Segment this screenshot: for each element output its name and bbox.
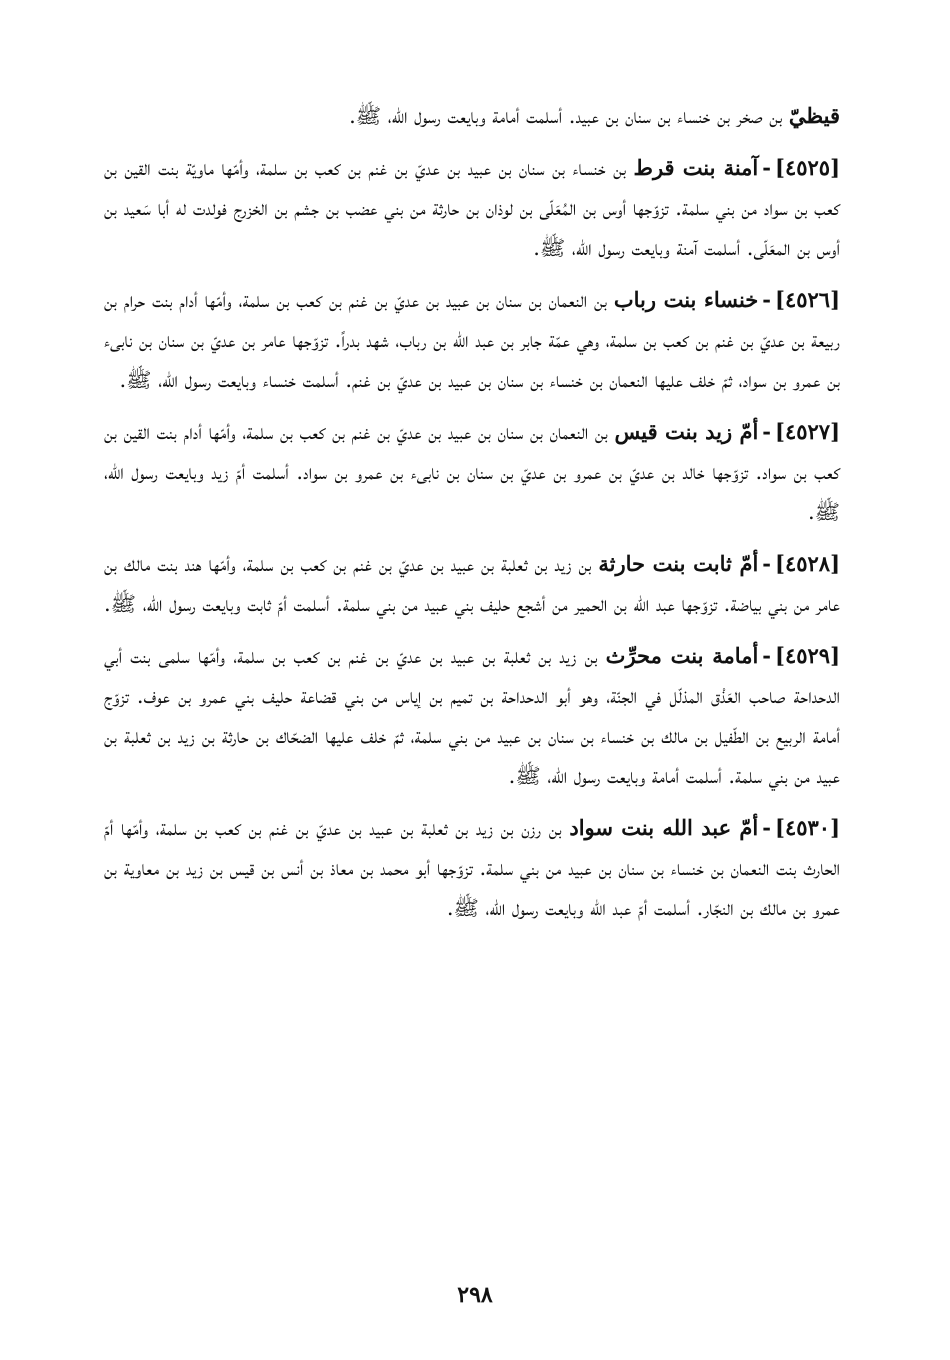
entry-name: خنساء بنت رباب <box>613 287 759 312</box>
page-number: ٢٩٨ <box>457 1282 493 1308</box>
entry-4529: [٤٥٢٩]-أمامة بنت محرِّث بن زيد بن ثعلبة بن عبيد بن عديّ بن غنم بن كعب بن سلمة، وأمّها سلمى بنت أبي الدحداحة صاحب العَذْق المذلّل في الجنّة، وهو أبو الدحداحة بن تميم بن إياس من بني قضاعة حليف بني عمرو بن عوف. تزوّج أمامة الربيع بن الطّفيل بن مالك بن خنساء بن سنان بن عبيد من بني سلمة، ثمّ خلف عليها الضحّاك بن حارثة بن زيد بن ثعلبة بن عبيد من بني سلمة. أسلمت أمامة وبايعت رسول الله، ﷺ. <box>104 643 841 788</box>
entry-text: بن خنساء بن سنان بن عبيد بن عديّ بن غنم بن كعب بن سلمة، وأمّها ماويّة بنت القين بن كعب بن سواد من بني سلمة. تزوّجها أوس بن المُعَلّى بن لوذان بن حارثة من بني عضب بن جشم بن الخزرج فولدت له أبا سَعيد بن أوس بن المعَلّى. أسلمت آمنة وبايعت رسول الله، ﷺ. <box>104 156 840 260</box>
entry-text: بن النعمان بن سنان بن عبيد بن عديّ بن غنم بن كعب بن سلمة، وأمّها أدام بنت القين بن كعب بن سواد. تزوّجها خالد بن عديّ بن عمرو بن عديّ بن سنان بن نابىء بن عمرو بن سواد. أسلمت أمّ زيد وبايعت رسول الله، ﷺ. <box>104 420 840 524</box>
entry-number: [٤٥٢٧] <box>775 419 841 444</box>
entry-4526: [٤٥٢٦]-خنساء بنت رباب بن النعمان بن سنان بن عبيد بن عديّ بن غنم بن كعب بن سلمة، وأمّها أدام بنت حرام بن ربيعة بن عديّ بن غنم بن كعب بن سلمة، وهي عمّة جابر بن عبد الله بن رباب، شهد بدراً. تزوّجها عامر بن عديّ بن سنان بن نابىء بن عمرو بن سواد، ثمّ خلف عليها النعمان بن خنساء بن سنان بن عبيد بن عديّ بن غنم. أسلمت خنساء وبايعت رسول الله، ﷺ. <box>104 287 840 392</box>
entry-name: أمّ زيد بنت قيس <box>614 419 759 444</box>
entry-4525: [٤٥٢٥]-آمنة بنت قرط بن خنساء بن سنان بن عبيد بن عديّ بن غنم بن كعب بن سلمة، وأمّها ماويّة بنت القين بن كعب بن سواد من بني سلمة. تزوّجها أوس بن المُعَلّى بن لوذان بن حارثة من بني عضب بن جشم بن الخزرج فولدت له أبا سَعيد بن أوس بن المعَلّى. أسلمت آمنة وبايعت رسول الله، ﷺ. <box>104 155 840 260</box>
entry-4527: [٤٥٢٧]-أمّ زيد بنت قيس بن النعمان بن سنان بن عبيد بن عديّ بن غنم بن كعب بن سلمة، وأمّها أدام بنت القين بن كعب بن سواد. تزوّجها خالد بن عديّ بن عمرو بن عديّ بن سنان بن نابىء بن عمرو بن سواد. أسلمت أمّ زيد وبايعت رسول الله، ﷺ. <box>104 419 841 524</box>
entry-number: [٤٥٢٥] <box>775 155 840 180</box>
entry-number: [٤٥٢٩] <box>775 643 841 668</box>
book-page-body <box>104 96 840 940</box>
entry-name: أمامة بنت محرِّث <box>605 643 759 668</box>
entry-text: بن النعمان بن سنان بن عبيد بن عديّ بن غنم بن كعب بن سلمة، وأمّها أدام بنت حرام بن ربيعة بن عديّ بن غنم بن كعب بن سلمة، وهي عمّة جابر بن عبد الله بن رباب، شهد بدراً. تزوّجها عامر بن عديّ بن سنان بن نابىء بن عمرو بن سواد، ثمّ خلف عليها النعمان بن خنساء بن سنان بن عبيد بن عديّ بن غنم. أسلمت خنساء وبايعت رسول الله، ﷺ. <box>104 288 840 392</box>
entry-name: أمّ عبد الله بنت سواد <box>569 815 759 840</box>
entry-4528: [٤٥٢٨]-أمّ ثابت بنت حارثة بن زيد بن ثعلبة بن عبيد بن عديّ بن غنم بن كعب بن سلمة، وأمّها هند بنت مالك بن عامر من بني بياضة. تزوّجها عبد الله بن الحمير من أشجع حليف بني عبيد من بني سلمة. أسلمت أمّ ثابت وبايعت رسول الله، ﷺ. <box>104 551 841 616</box>
entry-4530: [٤٥٣٠]-أمّ عبد الله بنت سواد بن رزن بن زيد بن ثعلبة بن عبيد بن عديّ بن غنم بن كعب بن سلمة، وأمّها أمّ الحارث بنت النعمان بن خنساء بن سنان بن عبيد من بني سلمة. تزوّجها أبو محمد بن معاذ بن أنس بن قيس بن زيد بن معاوية بن عمرو بن مالك بن النجّار. أسلمت أمّ عبد الله وبايعت رسول الله، ﷺ. <box>104 815 840 920</box>
intro-text: بن صخر بن خنساء بن سنان بن عبيد. أسلمت أمامة وبايعت رسول الله، ﷺ. <box>349 104 789 128</box>
entry-text: بن زيد بن ثعلبة بن عبيد بن عديّ بن غنم بن كعب بن سلمة، وأمّها سلمى بنت أبي الدحداحة صاحب العَذْق المذلّل في الجنّة، وهو أبو الدحداحة بن تميم بن إياس من بني قضاعة حليف بني عمرو بن عوف. تزوّج أمامة الربيع بن الطّفيل بن مالك بن خنساء بن سنان بن عبيد من بني سلمة، ثمّ خلف عليها الضحّاك بن حارثة بن زيد بن ثعلبة بن عبيد من بني سلمة. أسلمت أمامة وبايعت رسول الله، ﷺ. <box>104 644 840 788</box>
intro-lead-name: قيظيّ <box>788 103 840 128</box>
entry-name: آمنة بنت قرط <box>633 155 759 180</box>
intro-paragraph <box>104 96 840 136</box>
entry-text: بن زيد بن ثعلبة بن عبيد بن عديّ بن غنم بن كعب بن سلمة، وأمّها هند بنت مالك بن عامر من بني بياضة. تزوّجها عبد الله بن الحمير من أشجع حليف بني عبيد من بني سلمة. أسلمت أمّ ثابت وبايعت رسول الله، ﷺ. <box>104 552 840 616</box>
entry-number: [٤٥٢٨] <box>775 551 841 576</box>
entry-text: بن رزن بن زيد بن ثعلبة بن عبيد بن عديّ بن غنم بن كعب بن سلمة، وأمّها أمّ الحارث بنت النعمان بن خنساء بن سنان بن عبيد من بني سلمة. تزوّجها أبو محمد بن معاذ بن أنس بن قيس بن زيد بن معاوية بن عمرو بن مالك بن النجّار. أسلمت أمّ عبد الله وبايعت رسول الله، ﷺ. <box>104 816 840 920</box>
entry-number: [٤٥٣٠] <box>775 815 840 840</box>
entry-name: أمّ ثابت بنت حارثة <box>598 551 759 576</box>
entry-number: [٤٥٢٦] <box>775 287 840 312</box>
